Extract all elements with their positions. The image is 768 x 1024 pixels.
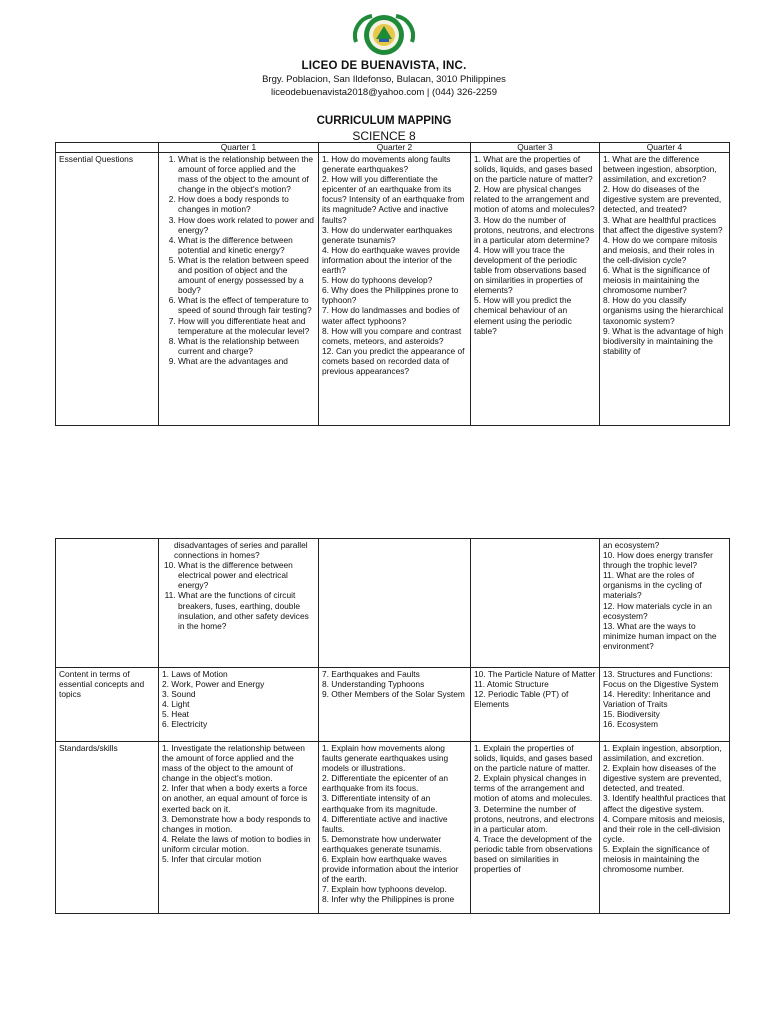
list-item: 10. How does energy transfer through the trophic level?	[603, 550, 713, 571]
list-item: disadvantages of series and parallel connections in homes?	[174, 540, 308, 561]
list-item: 1. How do movements along faults generate earthquakes?	[322, 154, 451, 175]
list-item: 3. Demonstrate how a body responds to changes in motion.	[162, 813, 311, 834]
list-item: 15. Biodiversity	[603, 709, 660, 720]
list-item: 1. Explain how movements along faults generate earthquakes using models or illustrations.	[322, 743, 449, 774]
list-item: 12. Periodic Table (PT) of Elements	[474, 689, 569, 710]
list-item: 7. How do landmasses and bodies of water affect typhoons?	[322, 305, 460, 326]
row-label: Content in terms of essential concepts and topics	[56, 668, 159, 742]
list-item: 6. Explain how earthquake waves provide information about the interior of the earth.	[322, 854, 459, 885]
list-item: 2. Infer that when a body exerts a force on another, an equal amount of force is exerted back on it.	[162, 783, 308, 814]
list-item: 16. Ecosystem	[603, 719, 658, 730]
list-item: 13. Structures and Functions: Focus on the Digestive System	[603, 669, 719, 690]
list-item: 9. What is the advantage of high biodiversity in maintaining the stability of	[603, 325, 724, 356]
row-label-blank	[56, 539, 159, 668]
essential-questions-q4	[600, 153, 730, 426]
list-item: 2. How will you differentiate the epicenter of an earthquake from its focus? Intensity of an earthquake from its magnitude? Active and inactive faults?	[322, 174, 465, 225]
list-item: 14. Heredity: Inheritance and Variation of Traits	[603, 689, 711, 710]
subject-title: SCIENCE 8	[352, 129, 416, 143]
list-item: 3. How do the number of protons, neutrons, and electrons in a particular atom determine?	[474, 214, 595, 245]
list-item: 10. What is the difference between electrical power and electrical energy?	[178, 560, 315, 590]
list-item: 5. Heat	[162, 709, 190, 720]
list-item: 3. Differentiate intensity of an earthquake from its magnitude.	[322, 793, 438, 814]
list-item: 13. What are the ways to minimize human impact on the environment?	[603, 620, 717, 651]
list-item: 3. How does work related to power and energy?	[178, 215, 315, 235]
list-item: an ecosystem?	[603, 540, 660, 550]
list-item: 12. Can you predict the appearance of comets based on recorded data of previous appearances?	[322, 345, 465, 376]
list-item: 2. Explain how diseases of the digestive system are prevented, detected, and treated.	[603, 763, 722, 794]
list-item: 3. Identify healthful practices that affect the digestive system.	[603, 793, 726, 814]
row-label: Standards/skills	[56, 742, 159, 914]
list-item: 11. What are the functions of circuit breakers, fuses, earthing, double insulation, and other safety devices in the home?	[178, 590, 315, 630]
empty-cell	[471, 539, 600, 668]
list-item: 4. Differentiate active and inactive faults.	[322, 813, 448, 834]
quarter-header: Quarter 4	[600, 143, 730, 153]
document-title: CURRICULUM MAPPING	[316, 115, 452, 127]
quarter-header: Quarter 1	[159, 143, 319, 153]
list-item: 4. How will you trace the development of the periodic table from observations based on similarities in properties of elements?	[474, 244, 587, 296]
list-item: 3. How do underwater earthquakes generate tsunamis?	[322, 224, 453, 245]
list-item: 11. What are the roles of organisms in the cycling of materials?	[603, 570, 702, 601]
essential-questions-q3	[471, 153, 600, 426]
standards-q2	[319, 742, 471, 914]
list-item: 2. Work, Power and Energy	[162, 679, 265, 690]
blank-header-cell	[56, 143, 159, 153]
standards-q3	[471, 742, 600, 914]
list-item: 4. What is the difference between potential and kinetic energy?	[178, 235, 315, 255]
curriculum-table-page2	[55, 538, 730, 914]
school-contact: liceodebuenavista2018@yahoo.com | (044) 326-2259	[270, 87, 497, 98]
list-item: 9. Other Members of the Solar System	[322, 689, 465, 700]
school-seal-logo	[350, 12, 418, 58]
list-item: 3. What are healthful practices that affect the digestive system?	[603, 214, 723, 235]
list-item: 1. Explain the properties of solids, liquids, and gases based on the particle nature of matter.	[474, 743, 593, 774]
list-item: 6. What is the effect of temperature to speed of sound through fair testing?	[178, 295, 315, 315]
school-address: Brgy. Poblacion, San Ildefonso, Bulacan, 3010 Philippines	[262, 74, 506, 85]
row-label: Essential Questions	[56, 153, 159, 426]
list-item: 8. What is the relationship between current and charge?	[178, 336, 315, 356]
standards-q4	[600, 742, 730, 914]
list-item: 5. What is the relation between speed and position of object and the amount of energy possessed by a body?	[178, 255, 315, 295]
list-item: 4. Compare mitosis and meiosis, and their role in the cell-division cycle.	[603, 813, 725, 844]
empty-cell	[319, 539, 471, 668]
list-item: 5. Explain the significance of meiosis in maintaining the chromosome number.	[603, 843, 710, 875]
list-item: 2. How does a body responds to changes in motion?	[178, 194, 315, 214]
list-item: 5. How will you predict the chemical behaviour of an element using the periodic table?	[474, 295, 572, 336]
content-q1	[159, 668, 319, 742]
list-item: 10. The Particle Nature of Matter	[474, 669, 596, 679]
list-item: 11. Atomic Structure	[474, 679, 549, 690]
list-item: 5. Demonstrate how underwater earthquakes generate tsunamis.	[322, 833, 442, 854]
list-item: 1. Laws of Motion	[162, 669, 228, 679]
list-item: 6. Why does the Philippines prone to typhoon?	[322, 285, 459, 306]
list-item: 6. Electricity	[162, 719, 208, 730]
list-item: 2. Explain physical changes in terms of the arrangement and motion of atoms and molecules.	[474, 773, 593, 804]
list-item: 2. How do diseases of the digestive system are prevented, detected, and treated?	[603, 184, 722, 215]
list-item: 8. How will you compare and contrast comets, meteors, and asteroids?	[322, 325, 462, 346]
list-item: 4. How do earthquake waves provide information about the interior of the earth?	[322, 244, 460, 276]
content-q2	[319, 668, 471, 742]
content-q4	[600, 668, 730, 742]
list-item: 3. Sound	[162, 689, 196, 700]
essential-questions-q4-cont	[600, 539, 730, 668]
content-q3	[471, 668, 600, 742]
list-item: 3. Determine the number of protons, neutrons, and electrons in a particular atom.	[474, 803, 595, 834]
list-item: 6. What is the significance of meiosis in maintaining the chromosome number?	[603, 265, 710, 296]
list-item: 1. What are the properties of solids, liquids, and gases based on the particle nature of matter?	[474, 154, 593, 185]
list-item: 7. Earthquakes and Faults	[322, 669, 420, 679]
list-item: 1. What is the relationship between the amount of force applied and the mass of the object to the amount of change in the object's motion?	[178, 154, 315, 194]
list-item: 1. What are the difference between ingestion, absorption, assimilation, and excretion?	[603, 154, 717, 185]
curriculum-table-page1	[55, 142, 730, 426]
list-item: 7. Explain how typhoons develop.	[322, 884, 447, 895]
list-item: 5. Infer that circular motion	[162, 854, 262, 865]
list-item: 4. How do we compare mitosis and meiosis, and their roles in the cell-division cycle?	[603, 234, 718, 265]
list-item: 1. Investigate the relationship between the amount of force applied and the mass of the object to the amount of change in the object's motion.	[162, 743, 305, 784]
list-item: 1. Explain ingestion, absorption, assimilation, and excretion.	[603, 743, 722, 764]
list-item: 12. How materials cycle in an ecosystem?	[603, 600, 712, 621]
essential-questions-q2	[319, 153, 471, 426]
list-item: 9. What are the advantages and	[178, 356, 315, 366]
list-item: 8. Infer why the Philippines is prone	[322, 894, 455, 905]
list-item: 8. How do you classify organisms using the hierarchical taxonomic system?	[603, 295, 724, 326]
quarter-header: Quarter 3	[471, 143, 600, 153]
list-item: 7. How will you differentiate heat and temperature at the molecular level?	[178, 316, 315, 336]
essential-questions-q1	[159, 153, 319, 426]
school-name: LICEO DE BUENAVISTA, INC.	[301, 60, 467, 72]
essential-questions-q1-cont	[159, 539, 319, 668]
list-item: 2. How are physical changes related to the arrangement and motion of atoms and molecules?	[474, 184, 595, 215]
standards-q1	[159, 742, 319, 914]
list-item: 8. Understanding Typhoons	[322, 679, 425, 690]
list-item: 4. Trace the development of the periodic table from observations based on similarities in properties of	[474, 833, 593, 875]
list-item: 4. Relate the laws of motion to bodies in uniform circular motion.	[162, 833, 311, 854]
list-item: 4. Light	[162, 699, 190, 710]
list-item: 2. Differentiate the epicenter of an earthquake from its focus.	[322, 773, 449, 794]
list-item: 5. How do typhoons develop?	[322, 275, 433, 286]
quarter-header: Quarter 2	[319, 143, 471, 153]
